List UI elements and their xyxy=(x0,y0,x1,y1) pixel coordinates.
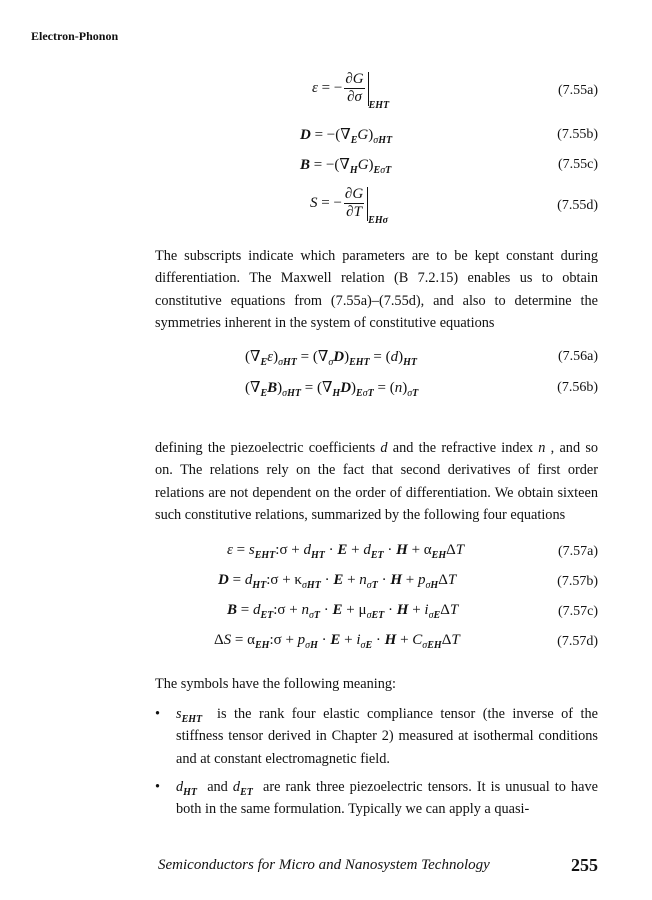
equation-number: (7.57a) xyxy=(557,544,598,559)
equation-number: (7.55a) xyxy=(557,83,598,98)
bullet-item: • $d_{HT}$ and $d_{ET}$ are rank three piezoelectric tensors. It is unusual to have both in the same formulation. Typically we can apply a quasi- xyxy=(155,776,598,821)
equation-number: (7.55d) xyxy=(557,198,598,213)
equation-7-55d: S = − $\frac{\partial G}{\partial T}$ EHσ (7.55d) xyxy=(310,186,598,226)
page-number: 255 xyxy=(571,855,598,875)
equation-number: (7.55c) xyxy=(557,157,598,172)
equation-7-57d: $\Delta S = \alpha_{EH}:\sigma + p_{\sigma H} \cdot E + i_{\sigma E} \cdot H + C_{\sigma EH}\Delta T$ (7.57d) xyxy=(214,632,598,651)
equation-7-55b: $D = -(\nabla_EG)_{\sigma HT}$ (7.55b) xyxy=(300,127,598,146)
equation-number: (7.55b) xyxy=(557,127,598,142)
equation-number: (7.57d) xyxy=(557,634,598,649)
equation-7-55c: $B = -(\nabla_HG)_{E\sigma T}$ (7.55c) xyxy=(300,157,598,176)
equation-7-57b: $D = d_{HT}:\sigma + \kappa_{\sigma HT} \cdot E + n_{\sigma T} \cdot H + p_{\sigma H}\Delta T$ (7.57b) xyxy=(218,572,598,591)
equation-7-56a: $(\nabla_E\varepsilon)_{\sigma HT} = (\nabla_\sigma D)_{EHT} = (d)_{HT}$ (7.56a) xyxy=(245,349,598,368)
bullet-icon: • xyxy=(155,706,161,722)
equation-7-55a: ε = − $\frac{\partial G}{\partial\sigma}$ EHT (7.55a) xyxy=(312,71,598,111)
equation-7-57a: $\varepsilon = s_{EHT}:\sigma + d_{HT} \cdot E + d_{ET} \cdot H + \alpha_{EH}\Delta T$ (7.57a) xyxy=(227,542,598,561)
bullet-item: • $s_{EHT}$ is the rank four elastic compliance tensor (the inverse of the stiffness tensor derived in Chapter 2) measured at isothermal conditions and at constant electromagnetic field. xyxy=(155,703,598,770)
bullet-icon: • xyxy=(155,779,161,795)
running-head: Electron-Phonon xyxy=(31,29,119,43)
equation-7-57c: $B = d_{ET}:\sigma + n_{\sigma T} \cdot E + \mu_{\sigma ET} \cdot H + i_{\sigma E}\Delta T$ (7.57c) xyxy=(227,602,598,621)
paragraph-3: The symbols have the following meaning: xyxy=(155,676,397,692)
equation-7-56b: $(\nabla_EB)_{\sigma HT} = (\nabla_HD)_{E\sigma T} = (n)_{\sigma T}$ (7.56b) xyxy=(245,380,598,399)
footer-book-title: Semiconductors for Micro and Nanosystem Technology xyxy=(158,857,490,873)
equation-number: (7.56b) xyxy=(557,380,598,395)
paragraph-1: The subscripts indicate which parameters are to be kept constant during differentiation. The Maxwell relation (B 7.2.15) enables us to obtain constitutive equations from (7.55a)–(7.55d), and also to determine the symmetries inherent in the system of constitutive equations xyxy=(155,248,598,332)
equation-number: (7.57c) xyxy=(557,604,598,619)
paragraph-2: defining the piezoelectric coefficients d and the refractive index n , and so on. The relations rely on the fact that second derivatives of first order relations are not dependent on the order of differentiation. We obtain sixteen such constitutive relations, summarized by the following four equations xyxy=(155,440,599,524)
equation-number: (7.56a) xyxy=(557,349,598,364)
equation-number: (7.57b) xyxy=(557,574,598,589)
